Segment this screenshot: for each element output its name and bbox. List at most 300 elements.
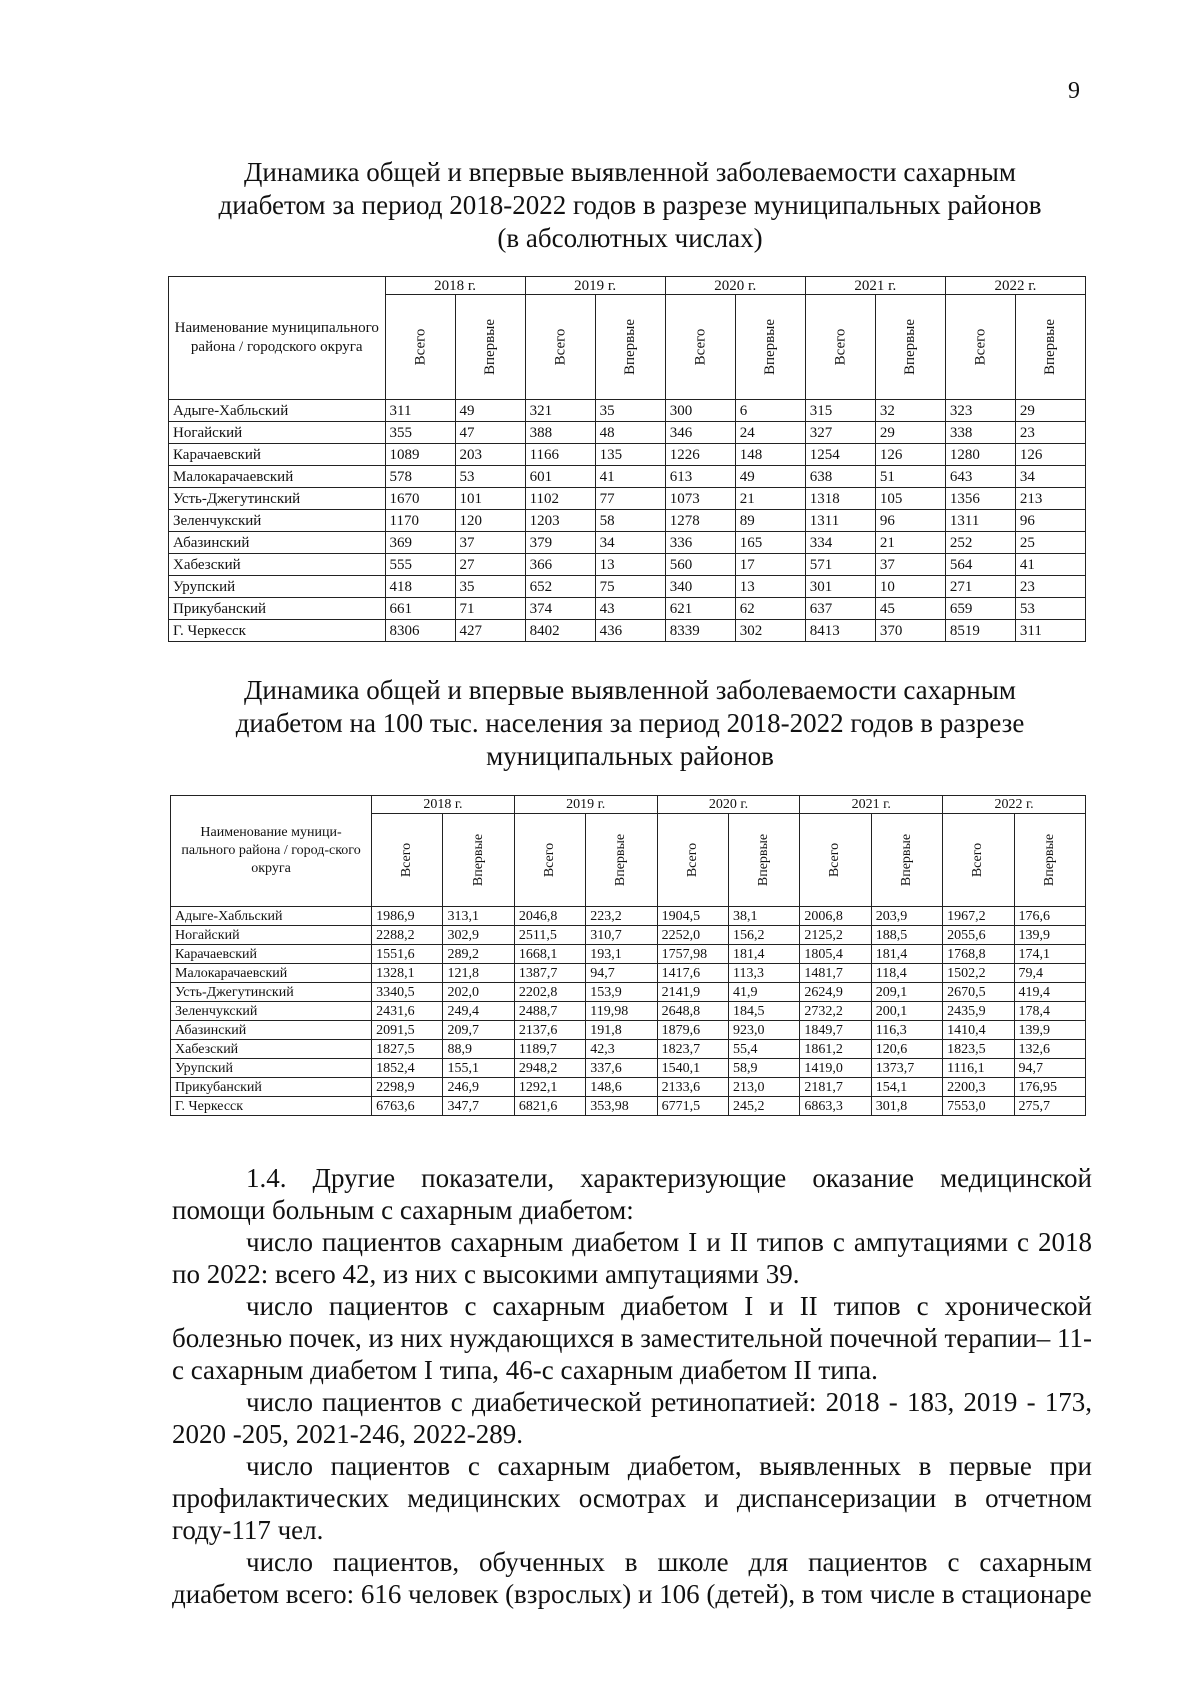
table-cell: 8413 — [805, 620, 875, 642]
table-row — [169, 554, 1086, 576]
table2-subheader-label: Всего — [684, 842, 700, 878]
table-cell: 246,9 — [443, 1078, 514, 1097]
table2-col-new — [586, 814, 657, 907]
table-cell: 6 — [735, 400, 805, 422]
table-cell: 34 — [595, 532, 665, 554]
table-cell: 126 — [875, 444, 945, 466]
table2-year-header: 2020 г. — [657, 796, 800, 814]
table2-subheader-label: Впервые — [613, 833, 629, 887]
table-cell: 571 — [805, 554, 875, 576]
district-name: Г. Черкесск — [171, 1097, 372, 1116]
table-cell: 120,6 — [871, 1040, 942, 1059]
table2-subheader-label: Впервые — [1041, 833, 1057, 887]
table-cell: 1102 — [525, 488, 595, 510]
table1-title — [160, 156, 1100, 255]
table-cell: 181,4 — [728, 945, 799, 964]
table-cell: 1904,5 — [657, 907, 728, 926]
table-cell: 346 — [665, 422, 735, 444]
table-cell: 21 — [735, 488, 805, 510]
district-name: Карачаевский — [171, 945, 372, 964]
table-cell: 79,4 — [1014, 964, 1085, 983]
table1-col-total — [385, 295, 455, 400]
table-cell: 1852,4 — [372, 1059, 443, 1078]
table-cell: 94,7 — [1014, 1059, 1085, 1078]
table-cell: 1278 — [665, 510, 735, 532]
table-cell: 101 — [455, 488, 525, 510]
table2-subheader-label: Всего — [399, 842, 415, 878]
table-row — [169, 466, 1086, 488]
table-cell: 601 — [525, 466, 595, 488]
table-cell: 327 — [805, 422, 875, 444]
table-cell: 1540,1 — [657, 1059, 728, 1078]
table-cell: 1189,7 — [514, 1040, 585, 1059]
table-cell: 1226 — [665, 444, 735, 466]
table-cell: 43 — [595, 598, 665, 620]
table2-col-new — [443, 814, 514, 907]
table-cell: 49 — [455, 400, 525, 422]
table2-year-header: 2019 г. — [514, 796, 657, 814]
table-cell: 1823,5 — [943, 1040, 1014, 1059]
table1-col-new — [1015, 295, 1085, 400]
table-cell: 29 — [1015, 400, 1085, 422]
table1-year-header: 2020 г. — [665, 277, 805, 295]
table-cell: 564 — [945, 554, 1015, 576]
table-cell: 638 — [805, 466, 875, 488]
table-cell: 1089 — [385, 444, 455, 466]
table1-title-line: диабетом за период 2018-2022 годов в разрезе муниципальных районов — [218, 190, 1042, 220]
table1-subheader-label: Всего — [832, 328, 849, 366]
table-cell: 139,9 — [1014, 926, 1085, 945]
table-cell: 1879,6 — [657, 1021, 728, 1040]
table-cell: 336 — [665, 532, 735, 554]
table-cell: 643 — [945, 466, 1015, 488]
table-cell: 2125,2 — [800, 926, 871, 945]
table2-title-line: диабетом на 100 тыс. населения за период 2018-2022 годов в разрезе — [235, 708, 1025, 738]
table2-subheader-label: Впервые — [756, 833, 772, 887]
table-cell: 353,98 — [586, 1097, 657, 1116]
table-cell: 10 — [875, 576, 945, 598]
table-cell: 2091,5 — [372, 1021, 443, 1040]
table-cell: 652 — [525, 576, 595, 598]
table-cell: 301 — [805, 576, 875, 598]
table-cell: 419,4 — [1014, 983, 1085, 1002]
table1-subheader-label: Впервые — [1042, 318, 1059, 376]
table-cell: 165 — [735, 532, 805, 554]
table-cell: 213 — [1015, 488, 1085, 510]
table-row — [171, 983, 1086, 1002]
table-cell: 379 — [525, 532, 595, 554]
table-cell: 132,6 — [1014, 1040, 1085, 1059]
table-cell: 1073 — [665, 488, 735, 510]
table1-name-header: Наименование муниципального района / городского округа — [169, 277, 386, 400]
table2-subheader-label: Всего — [542, 842, 558, 878]
table-row — [169, 598, 1086, 620]
table-row — [169, 576, 1086, 598]
table1-col-total — [945, 295, 1015, 400]
table-cell: 302,9 — [443, 926, 514, 945]
table-cell: 58,9 — [728, 1059, 799, 1078]
table-cell: 21 — [875, 532, 945, 554]
table-cell: 53 — [1015, 598, 1085, 620]
table-cell: 1861,2 — [800, 1040, 871, 1059]
table-cell: 174,1 — [1014, 945, 1085, 964]
table2-col-total — [943, 814, 1014, 907]
table-cell: 13 — [595, 554, 665, 576]
table-cell: 340 — [665, 576, 735, 598]
table1-col-new — [595, 295, 665, 400]
table-row — [169, 422, 1086, 444]
table-cell: 2006,8 — [800, 907, 871, 926]
table-cell: 37 — [875, 554, 945, 576]
table-cell: 374 — [525, 598, 595, 620]
table-cell: 203,9 — [871, 907, 942, 926]
table-cell: 637 — [805, 598, 875, 620]
table-cell: 6763,6 — [372, 1097, 443, 1116]
district-name: Хабезский — [171, 1040, 372, 1059]
district-name: Ногайский — [171, 926, 372, 945]
district-name: Адыге-Хабльский — [169, 400, 386, 422]
table-cell: 223,2 — [586, 907, 657, 926]
table-cell: 23 — [1015, 422, 1085, 444]
table-cell: 388 — [525, 422, 595, 444]
table-cell: 2288,2 — [372, 926, 443, 945]
district-name: Зеленчукский — [171, 1002, 372, 1021]
table-cell: 38,1 — [728, 907, 799, 926]
table-cell: 181,4 — [871, 945, 942, 964]
table-cell: 126 — [1015, 444, 1085, 466]
table-cell: 53 — [455, 466, 525, 488]
table-cell: 1827,5 — [372, 1040, 443, 1059]
table1-subheader-label: Впервые — [762, 318, 779, 376]
table-cell: 188,5 — [871, 926, 942, 945]
table1-col-new — [735, 295, 805, 400]
table-cell: 1986,9 — [372, 907, 443, 926]
table-cell: 41 — [1015, 554, 1085, 576]
table2-title-line: Динамика общей и впервые выявленной заболеваемости сахарным — [244, 675, 1016, 705]
district-name: Адыге-Хабльский — [171, 907, 372, 926]
table-cell: 1203 — [525, 510, 595, 532]
table-cell: 96 — [875, 510, 945, 532]
table-cell: 2252,0 — [657, 926, 728, 945]
table1-subheader-label: Впервые — [482, 318, 499, 376]
table2-col-new — [1014, 814, 1085, 907]
table-cell: 923,0 — [728, 1021, 799, 1040]
table-cell: 55,4 — [728, 1040, 799, 1059]
district-name: Абазинский — [171, 1021, 372, 1040]
table-cell: 88,9 — [443, 1040, 514, 1059]
table1-col-total — [805, 295, 875, 400]
table2-subheader-label: Впервые — [898, 833, 914, 887]
table2-per-100k — [170, 795, 1086, 1116]
table-cell: 418 — [385, 576, 455, 598]
table1-absolute-numbers — [168, 276, 1086, 642]
table1-col-total — [665, 295, 735, 400]
table-cell: 191,8 — [586, 1021, 657, 1040]
table-cell: 1551,6 — [372, 945, 443, 964]
table-cell: 153,9 — [586, 983, 657, 1002]
table-cell: 8306 — [385, 620, 455, 642]
table-cell: 1967,2 — [943, 907, 1014, 926]
table-cell: 271 — [945, 576, 1015, 598]
table2-subheader-label: Впервые — [470, 833, 486, 887]
table-cell: 310,7 — [586, 926, 657, 945]
table-cell: 436 — [595, 620, 665, 642]
table1-subheader-label: Всего — [552, 328, 569, 366]
district-name: Урупский — [171, 1059, 372, 1078]
table-cell: 113,3 — [728, 964, 799, 983]
table-cell: 202,0 — [443, 983, 514, 1002]
table-cell: 154,1 — [871, 1078, 942, 1097]
page-number: 9 — [1068, 78, 1080, 104]
table-cell: 302 — [735, 620, 805, 642]
table-cell: 24 — [735, 422, 805, 444]
table-cell: 48 — [595, 422, 665, 444]
district-name: Ногайский — [169, 422, 386, 444]
table2-subheader-label: Всего — [970, 842, 986, 878]
table-cell: 323 — [945, 400, 1015, 422]
table-cell: 1823,7 — [657, 1040, 728, 1059]
table-cell: 176,6 — [1014, 907, 1085, 926]
table2-year-header: 2021 г. — [800, 796, 943, 814]
table-cell: 2200,3 — [943, 1078, 1014, 1097]
district-name: Усть-Джегутинский — [169, 488, 386, 510]
district-name: Усть-Джегутинский — [171, 983, 372, 1002]
table-cell: 659 — [945, 598, 1015, 620]
table-cell: 1805,4 — [800, 945, 871, 964]
table-cell: 213,0 — [728, 1078, 799, 1097]
table-cell: 155,1 — [443, 1059, 514, 1078]
table2-name-header: Наименование муници-пального района / город-ского округа — [171, 796, 372, 907]
table-cell: 29 — [875, 422, 945, 444]
table-row — [171, 1021, 1086, 1040]
district-name: Малокарачаевский — [169, 466, 386, 488]
table-cell: 555 — [385, 554, 455, 576]
district-name: Малокарачаевский — [171, 964, 372, 983]
table2-col-total — [514, 814, 585, 907]
table-cell: 139,9 — [1014, 1021, 1085, 1040]
table-cell: 121,8 — [443, 964, 514, 983]
table-cell: 6771,5 — [657, 1097, 728, 1116]
table-cell: 578 — [385, 466, 455, 488]
table-cell: 23 — [1015, 576, 1085, 598]
table-cell: 1410,4 — [943, 1021, 1014, 1040]
table-cell: 2511,5 — [514, 926, 585, 945]
table-cell: 311 — [385, 400, 455, 422]
table-cell: 8402 — [525, 620, 595, 642]
table-cell: 560 — [665, 554, 735, 576]
table-cell: 75 — [595, 576, 665, 598]
table-cell: 6863,3 — [800, 1097, 871, 1116]
table1-title-line: (в абсолютных числах) — [497, 223, 763, 253]
table-cell: 252 — [945, 532, 1015, 554]
table-cell: 245,2 — [728, 1097, 799, 1116]
table1-title-line: Динамика общей и впервые выявленной заболеваемости сахарным — [244, 157, 1016, 187]
table-cell: 315 — [805, 400, 875, 422]
table-cell: 1318 — [805, 488, 875, 510]
table-cell: 1170 — [385, 510, 455, 532]
table-cell: 2141,9 — [657, 983, 728, 1002]
table-cell: 1311 — [945, 510, 1015, 532]
table-cell: 2488,7 — [514, 1002, 585, 1021]
table-cell: 661 — [385, 598, 455, 620]
table-cell: 71 — [455, 598, 525, 620]
table2-year-header: 2022 г. — [943, 796, 1086, 814]
table-cell: 42,3 — [586, 1040, 657, 1059]
table-cell: 1502,2 — [943, 964, 1014, 983]
table-cell: 2046,8 — [514, 907, 585, 926]
table1-year-header: 2021 г. — [805, 277, 945, 295]
table-cell: 370 — [875, 620, 945, 642]
table-cell: 94,7 — [586, 964, 657, 983]
table-cell: 613 — [665, 466, 735, 488]
table-cell: 37 — [455, 532, 525, 554]
table1-subheader-label: Всего — [972, 328, 989, 366]
table-cell: 2055,6 — [943, 926, 1014, 945]
table-cell: 116,3 — [871, 1021, 942, 1040]
table-cell: 77 — [595, 488, 665, 510]
table-cell: 209,7 — [443, 1021, 514, 1040]
table-row — [171, 907, 1086, 926]
table-cell: 8339 — [665, 620, 735, 642]
table-cell: 120 — [455, 510, 525, 532]
table-cell: 1280 — [945, 444, 1015, 466]
table-cell: 2624,9 — [800, 983, 871, 1002]
table2-col-new — [871, 814, 942, 907]
table-cell: 1116,1 — [943, 1059, 1014, 1078]
table-cell: 355 — [385, 422, 455, 444]
table-cell: 209,1 — [871, 983, 942, 1002]
table-cell: 313,1 — [443, 907, 514, 926]
table-cell: 1419,0 — [800, 1059, 871, 1078]
table-cell: 45 — [875, 598, 945, 620]
table-row — [171, 964, 1086, 983]
table-cell: 1481,7 — [800, 964, 871, 983]
table2-subheader-label: Всего — [827, 842, 843, 878]
table-cell: 2732,2 — [800, 1002, 871, 1021]
table-cell: 2648,8 — [657, 1002, 728, 1021]
table-row — [171, 926, 1086, 945]
table2-title-line: муниципальных районов — [486, 741, 774, 771]
table-cell: 1356 — [945, 488, 1015, 510]
district-name: Хабезский — [169, 554, 386, 576]
table-row — [171, 945, 1086, 964]
table-cell: 135 — [595, 444, 665, 466]
section-heading-paragraph: 1.4. Другие показатели, характеризующие оказание медицинской помощи больным с сахарным диабетом: — [172, 1163, 1092, 1225]
table-row — [169, 532, 1086, 554]
table-cell: 51 — [875, 466, 945, 488]
table-cell: 148,6 — [586, 1078, 657, 1097]
table-cell: 25 — [1015, 532, 1085, 554]
table-row — [169, 444, 1086, 466]
table1-col-new — [875, 295, 945, 400]
district-name: Прикубанский — [171, 1078, 372, 1097]
table2-col-total — [372, 814, 443, 907]
table-cell: 3340,5 — [372, 983, 443, 1002]
table-row — [169, 488, 1086, 510]
table2-col-new — [728, 814, 799, 907]
table-cell: 1387,7 — [514, 964, 585, 983]
table-cell: 62 — [735, 598, 805, 620]
table-cell: 2133,6 — [657, 1078, 728, 1097]
table1-year-header: 2018 г. — [385, 277, 525, 295]
table2-title — [160, 674, 1100, 773]
table-cell: 35 — [455, 576, 525, 598]
table-cell: 156,2 — [728, 926, 799, 945]
table-cell: 105 — [875, 488, 945, 510]
table1-subheader-label: Всего — [692, 328, 709, 366]
table-cell: 34 — [1015, 466, 1085, 488]
table-cell: 1768,8 — [943, 945, 1014, 964]
table1-subheader-label: Впервые — [622, 318, 639, 376]
table2-col-total — [800, 814, 871, 907]
table2-year-header: 2018 г. — [372, 796, 515, 814]
screening-paragraph: число пациентов с сахарным диабетом, выявленных в первые при профилактических медицинских осмотрах и диспансеризации в отчетном году-117 чел. — [172, 1451, 1092, 1545]
table-cell: 338 — [945, 422, 1015, 444]
table-cell: 2948,2 — [514, 1059, 585, 1078]
table-cell: 184,5 — [728, 1002, 799, 1021]
table-cell: 148 — [735, 444, 805, 466]
table-cell: 2137,6 — [514, 1021, 585, 1040]
table-cell: 118,4 — [871, 964, 942, 983]
table-cell: 58 — [595, 510, 665, 532]
table-cell: 7553,0 — [943, 1097, 1014, 1116]
district-name: Карачаевский — [169, 444, 386, 466]
table-cell: 1373,7 — [871, 1059, 942, 1078]
table-cell: 193,1 — [586, 945, 657, 964]
table-cell: 621 — [665, 598, 735, 620]
table-cell: 321 — [525, 400, 595, 422]
kidney-disease-paragraph: число пациентов с сахарным диабетом I и II типов с хронической болезнью почек, из них нуждающихся в заместительной почечной терапии– 11- с сахарным диабетом I типа, 46-с сахарным диабетом II типа. — [172, 1291, 1092, 1385]
table1-col-new — [455, 295, 525, 400]
table-cell: 347,7 — [443, 1097, 514, 1116]
table-cell: 1849,7 — [800, 1021, 871, 1040]
table-cell: 1311 — [805, 510, 875, 532]
table-cell: 2431,6 — [372, 1002, 443, 1021]
table-cell: 337,6 — [586, 1059, 657, 1078]
table-cell: 203 — [455, 444, 525, 466]
table-cell: 176,95 — [1014, 1078, 1085, 1097]
table-cell: 2181,7 — [800, 1078, 871, 1097]
table-row — [169, 400, 1086, 422]
table-cell: 32 — [875, 400, 945, 422]
district-name: Г. Черкесск — [169, 620, 386, 642]
table1-subheader-label: Впервые — [902, 318, 919, 376]
table-cell: 1292,1 — [514, 1078, 585, 1097]
district-name: Прикубанский — [169, 598, 386, 620]
amputations-paragraph: число пациентов сахарным диабетом I и II типов с ампутациями с 2018 по 2022: всего 42, из них с высокими ампутациями 39. — [172, 1227, 1092, 1289]
table-cell: 1417,6 — [657, 964, 728, 983]
table-row — [169, 510, 1086, 532]
table-cell: 1328,1 — [372, 964, 443, 983]
table1-subheader-label: Всего — [412, 328, 429, 366]
table-cell: 27 — [455, 554, 525, 576]
table1-year-header: 2022 г. — [945, 277, 1085, 295]
district-name: Абазинский — [169, 532, 386, 554]
table-row — [171, 1002, 1086, 1021]
table-cell: 119,98 — [586, 1002, 657, 1021]
table-cell: 369 — [385, 532, 455, 554]
district-name: Зеленчукский — [169, 510, 386, 532]
table-cell: 1166 — [525, 444, 595, 466]
district-name: Урупский — [169, 576, 386, 598]
table-cell: 289,2 — [443, 945, 514, 964]
table-row — [171, 1059, 1086, 1078]
table-cell: 13 — [735, 576, 805, 598]
table-cell: 47 — [455, 422, 525, 444]
table-cell: 8519 — [945, 620, 1015, 642]
table-row — [171, 1097, 1086, 1116]
table-cell: 1670 — [385, 488, 455, 510]
